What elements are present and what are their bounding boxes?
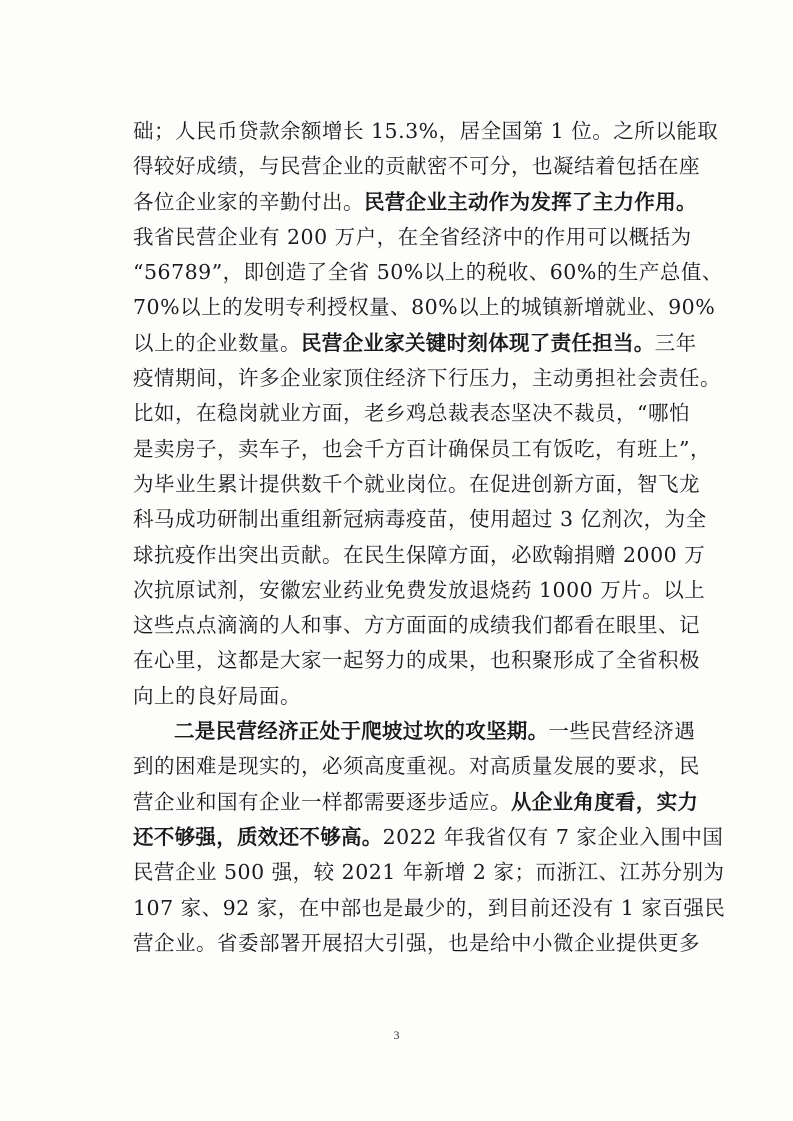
bold-text-segment: 还不够强，质效还不够高。: [133, 824, 383, 849]
text-segment: 这些点点滴滴的人和事、方方面面的成绩我们都看在眼里、记: [133, 613, 700, 638]
text-line: [133, 926, 700, 961]
text-segment: 次抗原试剂，安徽宏业药业免费发放退烧药 1000 万片。以上: [133, 577, 706, 602]
text-segment: 营企业。省委部署开展招大引强，也是给中小微企业提供更多: [133, 930, 700, 955]
text-segment: 我省民营企业有 200 万户，在全省经济中的作用可以概括为: [133, 224, 692, 249]
text-line: [133, 855, 725, 890]
text-segment: 疫情期间，许多企业家顶住经济下行压力，主动勇担社会责任。: [133, 366, 721, 391]
text-segment: 三年: [654, 330, 697, 355]
bold-text-segment: 民营企业主动作为发挥了主力作用。: [364, 189, 697, 214]
text-segment: 在心里，这都是大家一起努力的成果，也积聚形成了全省积极: [133, 648, 700, 673]
bold-text-segment: 民营企业家关键时刻体现了责任担当。: [301, 330, 655, 355]
text-segment: 为毕业生累计提供数千个就业岗位。在促进创新方面，智飞龙: [133, 471, 700, 496]
text-segment: 得较好成绩，与民营企业的贡献密不可分，也凝结着包括在座: [133, 154, 700, 179]
text-line: [133, 714, 696, 749]
text-segment: 2022 年我省仅有 7 家企业入围中国: [382, 824, 724, 849]
text-line: [133, 149, 700, 184]
text-segment: 球抗疫作出突出贡献。在民生保障方面，必欧翰捐赠 2000 万: [133, 542, 706, 567]
text-segment: 107 家、92 家，在中部也是最少的，到目前还没有 1 家百强民: [133, 895, 726, 920]
text-segment: 科马成功研制出重组新冠病毒疫苗，使用超过 3 亿剂次，为全: [133, 507, 707, 532]
text-line: [133, 608, 700, 643]
text-segment: 向上的良好局面。: [133, 683, 301, 708]
bold-text-segment: 从企业角度看，实力: [511, 789, 699, 814]
text-segment: 一些民营经济遇: [548, 719, 696, 744]
text-line: [133, 326, 697, 361]
text-line: [133, 361, 721, 396]
text-line: [133, 467, 700, 502]
text-line: [133, 749, 700, 784]
text-line: [133, 432, 711, 467]
text-line: [133, 785, 699, 820]
text-line: [133, 185, 697, 220]
text-line: [133, 573, 706, 608]
text-segment: 民营企业 500 强，较 2021 年新增 2 家；而浙江、江苏分别为: [133, 860, 725, 885]
text-segment: 70%以上的发明专利授权量、80%以上的城镇新增就业、90%: [133, 295, 716, 320]
text-line: [133, 891, 726, 926]
page-number: 3: [393, 1028, 400, 1042]
text-segment: 各位企业家的辛勤付出。: [133, 189, 364, 214]
text-segment: 比如，在稳岗就业方面，老乡鸡总裁表态坚决不裁员，“哪怕: [133, 401, 690, 426]
text-segment: 到的困难是现实的，必须高度重视。对高质量发展的要求，民: [133, 754, 700, 779]
bold-text-segment: 二是民营经济正处于爬坡过坎的攻坚期。: [174, 719, 549, 744]
text-segment: “56789”，即创造了全省 50%以上的税收、60%的生产总值、: [133, 260, 723, 285]
body-text: [133, 114, 726, 961]
text-line: [133, 396, 690, 431]
text-segment: 是卖房子，卖车子，也会千方百计确保员工有饭吃，有班上”，: [133, 436, 711, 461]
text-line: [133, 502, 707, 537]
text-line: [133, 820, 724, 855]
text-line: [133, 290, 716, 325]
text-line: [133, 114, 719, 149]
text-segment: 营企业和国有企业一样都需要逐步适应。: [133, 789, 511, 814]
text-line: [133, 679, 663, 714]
text-segment: 础；人民币贷款余额增长 15.3%，居全国第 1 位。之所以能取: [133, 119, 719, 143]
text-line: [133, 255, 723, 290]
text-line: [133, 220, 692, 255]
text-line: [133, 643, 700, 678]
text-segment: 以上的企业数量。: [133, 330, 301, 355]
text-line: [133, 538, 706, 573]
